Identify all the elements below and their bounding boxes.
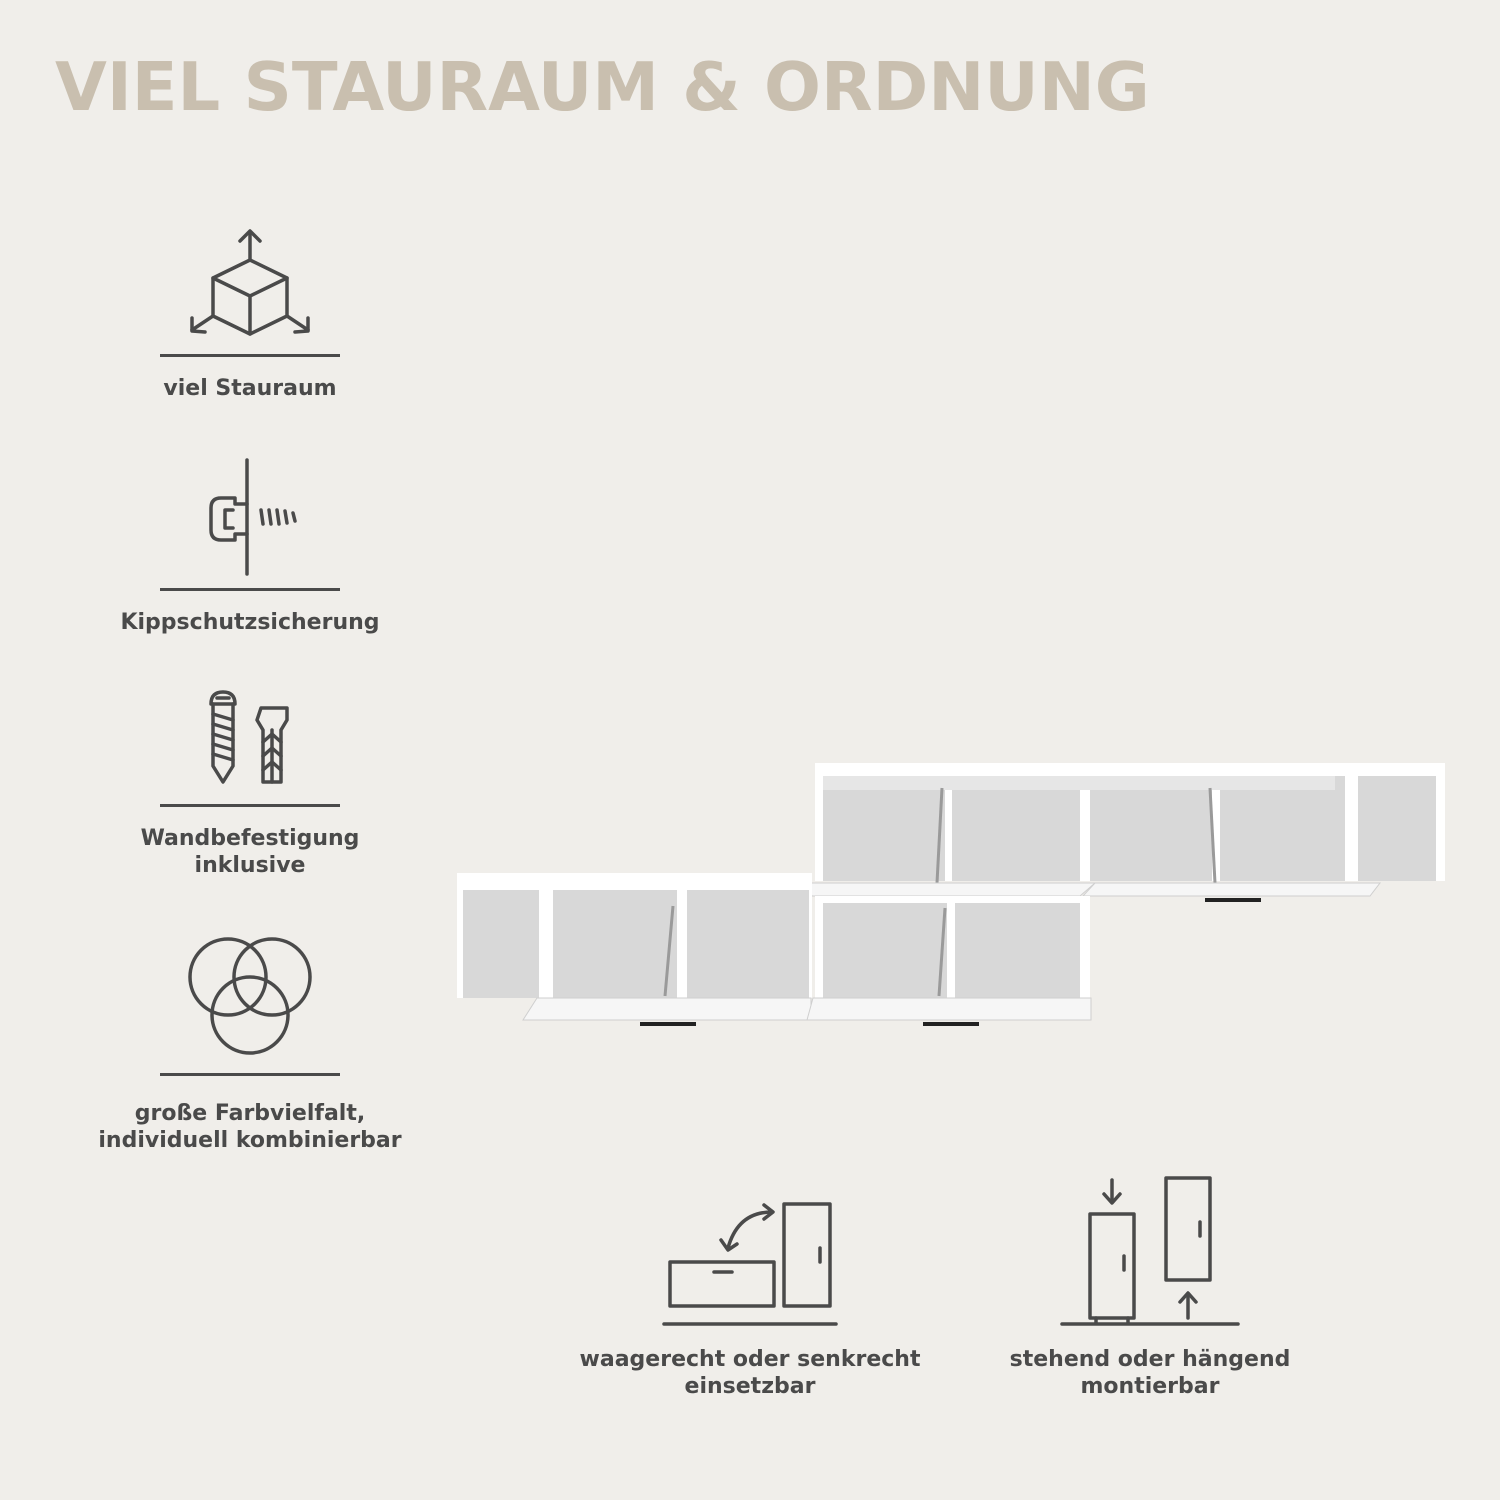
feature-label: große Farbvielfalt, individuell kombinierbar	[98, 1101, 402, 1153]
feature-orientation	[540, 1200, 960, 1400]
feature-mounting-type	[940, 1174, 1360, 1400]
feature-label: waagerecht oder senkrecht einsetzbar	[579, 1347, 921, 1399]
feature-divider	[160, 354, 340, 357]
feature-divider	[160, 588, 340, 591]
feature-divider	[160, 804, 340, 807]
color-circles-icon	[185, 935, 315, 1057]
bottom-cabinet-unit	[457, 873, 812, 1026]
top-cabinet-unit	[807, 763, 1445, 902]
feature-label: Wandbefestigung inklusive	[140, 826, 360, 878]
page-headline: VIEL STAURAUM & ORDNUNG	[55, 48, 1150, 126]
feature-label: stehend oder hängend montierbar	[1009, 1347, 1291, 1399]
anti-tip-wall-anchor-icon	[185, 458, 315, 576]
standing-hanging-icon	[1058, 1174, 1242, 1328]
sideboard-product-image	[455, 758, 1455, 1033]
middle-cabinet-unit	[807, 896, 1091, 1026]
feature-color-variety	[60, 935, 440, 1154]
screw-and-dowel-icon	[185, 690, 315, 786]
storage-volume-icon	[185, 228, 315, 340]
horizontal-vertical-icon	[660, 1200, 840, 1328]
feature-label: viel Stauraum	[163, 376, 337, 401]
feature-wall-mounting	[60, 690, 440, 879]
feature-storage	[60, 228, 440, 402]
feature-divider	[160, 1073, 340, 1076]
feature-label: Kippschutzsicherung	[120, 610, 380, 635]
feature-anti-tip	[60, 458, 440, 636]
